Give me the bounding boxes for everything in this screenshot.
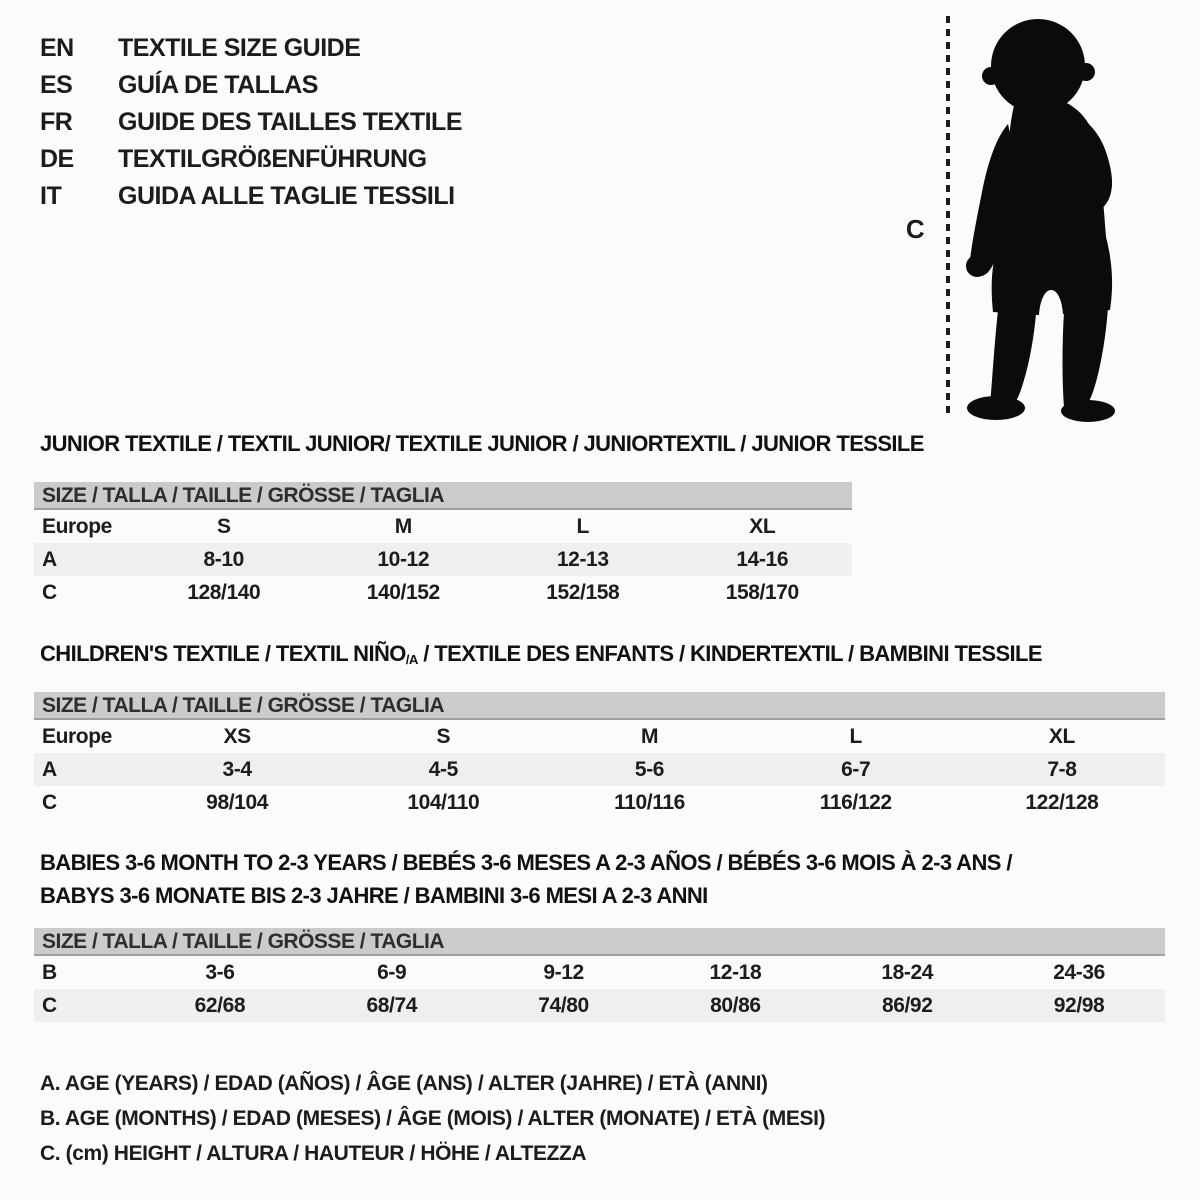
table-row	[34, 956, 1165, 989]
language-code: DE	[40, 145, 74, 173]
table-cell: XL	[1048, 725, 1075, 748]
table-row	[34, 786, 1165, 819]
size-table-header: SIZE / TALLA / TAILLE / GRÖSSE / TAGLIA	[34, 928, 1165, 956]
language-title: GUIDE DES TAILLES TEXTILE	[118, 108, 463, 136]
height-dashed-line	[946, 16, 950, 418]
table-cell: 24-36	[1053, 961, 1105, 984]
table-cell: S	[436, 725, 451, 748]
table-cell: 4-5	[428, 758, 458, 781]
table-cell: S	[216, 515, 231, 538]
table-cell: 158/170	[725, 581, 799, 604]
table-cell: 68/74	[366, 994, 418, 1017]
table-cell: 128/140	[187, 581, 261, 604]
table-cell: 92/98	[1053, 994, 1105, 1017]
heading-line: BABIES 3-6 MONTH TO 2-3 YEARS / BEBÉS 3-6 MESES A 2-3 AÑOS / BÉBÉS 3-6 MOIS À 2-3 ANS /	[40, 850, 1012, 875]
language-row	[40, 141, 462, 178]
row-label: A	[42, 548, 57, 571]
language-code: EN	[40, 34, 74, 62]
table-cell: 74/80	[538, 994, 589, 1017]
legend-line-c: C. (cm) HEIGHT / ALTURA / HAUTEUR / HÖHE / ALTEZZA	[40, 1142, 587, 1165]
language-row	[40, 178, 462, 215]
table-cell: XL	[749, 515, 776, 538]
table-row	[34, 543, 852, 576]
table-cell: 116/122	[819, 791, 892, 814]
height-label-c: C	[905, 214, 925, 244]
table-cell: 8-10	[203, 548, 244, 571]
table-cell: 104/110	[407, 791, 480, 814]
language-row	[40, 67, 462, 104]
size-table-header: SIZE / TALLA / TAILLE / GRÖSSE / TAGLIA	[34, 482, 852, 510]
language-title: TEXTILGRÖßENFÜHRUNG	[118, 145, 427, 173]
heading-line: BABYS 3-6 MONATE BIS 2-3 JAHRE / BAMBINI 3-6 MESI A 2-3 ANNI	[40, 883, 708, 908]
section-heading-babies	[40, 846, 1012, 912]
heading-text: CHILDREN'S TEXTILE / TEXTIL NIÑO	[40, 641, 406, 666]
language-title-block	[40, 30, 462, 215]
table-row	[34, 753, 1165, 786]
row-label: B	[42, 961, 57, 984]
toddler-silhouette-icon	[960, 12, 1140, 422]
children-size-table	[34, 692, 1165, 819]
language-title: TEXTILE SIZE GUIDE	[118, 34, 361, 62]
table-cell: 86/92	[881, 994, 933, 1017]
table-cell: 18-24	[881, 961, 934, 984]
table-cell: 122/128	[1025, 791, 1099, 814]
table-cell: 10-12	[377, 548, 430, 571]
table-cell: 14-16	[736, 548, 789, 571]
table-cell: 140/152	[366, 581, 440, 604]
table-cell: 6-9	[377, 961, 407, 984]
table-cell: 3-4	[222, 758, 252, 781]
row-label: A	[42, 758, 57, 781]
section-heading-children	[40, 641, 1042, 667]
language-code: FR	[40, 108, 73, 136]
table-cell: 5-6	[634, 758, 665, 781]
row-label: C	[42, 994, 57, 1017]
language-row	[40, 30, 462, 67]
row-label: C	[42, 791, 57, 814]
table-cell: 9-12	[543, 961, 584, 984]
table-cell: 3-6	[205, 961, 235, 984]
table-cell: 110/116	[614, 791, 685, 814]
language-title: GUIDA ALLE TAGLIE TESSILI	[118, 182, 455, 210]
table-cell: 6-7	[841, 758, 871, 781]
size-table-header: SIZE / TALLA / TAILLE / GRÖSSE / TAGLIA	[34, 692, 1165, 720]
table-cell: M	[394, 515, 412, 538]
heading-text: / TEXTILE DES ENFANTS / KINDERTEXTIL / BAMBINI TESSILE	[417, 641, 1042, 666]
table-row	[34, 989, 1165, 1022]
table-row	[34, 576, 852, 609]
table-cell: 7-8	[1047, 758, 1077, 781]
language-row	[40, 104, 462, 141]
table-row	[34, 510, 852, 543]
language-code: IT	[40, 182, 62, 210]
table-cell: 62/68	[194, 994, 246, 1017]
babies-size-table	[34, 928, 1165, 1022]
heading-subscript: /A	[405, 651, 418, 667]
section-heading-junior: JUNIOR TEXTILE / TEXTIL JUNIOR/ TEXTILE JUNIOR / JUNIORTEXTIL / JUNIOR TESSILE	[40, 431, 924, 456]
row-label: C	[42, 581, 57, 604]
row-label: Europe	[42, 725, 112, 748]
table-cell: M	[640, 725, 659, 748]
junior-size-table	[34, 482, 852, 609]
table-cell: L	[849, 725, 862, 748]
table-cell: 12-18	[709, 961, 762, 984]
row-label: Europe	[42, 515, 112, 538]
legend-line-b: B. AGE (MONTHS) / EDAD (MESES) / ÂGE (MOIS) / ALTER (MONATE) / ETÀ (MESI)	[40, 1107, 826, 1130]
legend-line-a: A. AGE (YEARS) / EDAD (AÑOS) / ÂGE (ANS) / ALTER (JAHRE) / ETÀ (ANNI)	[40, 1072, 768, 1095]
table-cell: 152/158	[546, 581, 620, 604]
table-cell: 12-13	[556, 548, 609, 571]
table-cell: L	[576, 515, 589, 538]
table-cell: XS	[223, 725, 251, 748]
language-title: GUÍA DE TALLAS	[118, 71, 318, 99]
table-cell: 98/104	[206, 791, 269, 814]
table-cell: 80/86	[710, 994, 761, 1017]
language-code: ES	[40, 71, 73, 99]
legend	[40, 1066, 825, 1171]
table-row	[34, 720, 1165, 753]
